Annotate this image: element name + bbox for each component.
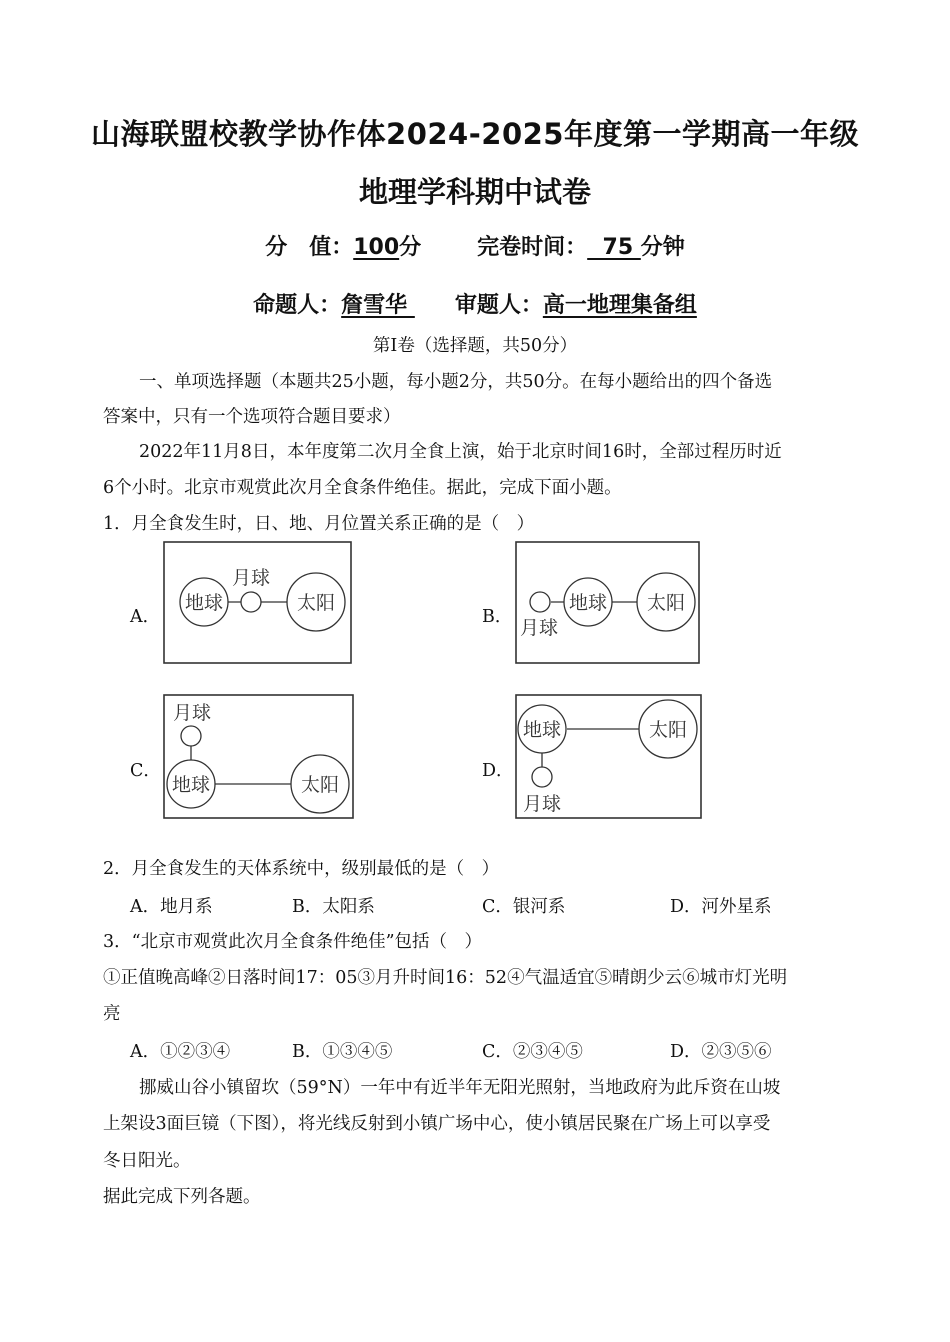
passage1-line1: 2022年11月8日，本年度第二次月全食上演，始于北京时间16时，全部过程历时近	[139, 442, 782, 462]
q1-option-d-label: D．	[482, 761, 514, 781]
q3-items-line2: 亮	[103, 1004, 121, 1024]
q1-option-a-figure	[163, 541, 353, 665]
moon-circle	[181, 726, 201, 746]
time-value: 75	[587, 235, 641, 260]
moon-circle	[530, 592, 550, 612]
q1-stem: 1．月全食发生时，日、地、月位置关系正确的是（ ）	[103, 514, 535, 534]
moon-circle	[241, 592, 261, 612]
moon-label: 月球	[522, 793, 562, 815]
sun-label: 太阳	[300, 774, 340, 796]
q1-option-c-label: C．	[130, 761, 161, 781]
q3-stem: 3．“北京市观赏此次月全食条件绝佳”包括（ ）	[103, 932, 483, 952]
moon-label: 月球	[231, 567, 271, 589]
passage2-line4: 据此完成下列各题。	[103, 1187, 261, 1207]
q3-option-b: B．①③④⑤	[292, 1042, 393, 1062]
instruction-line2: 答案中，只有一个选项符合题目要求）	[103, 407, 401, 427]
sun-label: 太阳	[648, 719, 688, 741]
q2-option-a: A．地月系	[130, 897, 213, 917]
q3-items-line1: ①正值晚高峰②日落时间17：05③月升时间16：52④气温适宜⑤晴朗少云⑥城市灯光明	[103, 968, 788, 988]
score-label: 分 值：	[265, 235, 354, 260]
exam-title-line2: 地理学科期中试卷	[358, 175, 591, 209]
passage2-line2: 上架设3面巨镜（下图），将光线反射到小镇广场中心，使小镇居民聚在广场上可以享受	[103, 1114, 771, 1134]
q1-option-d-figure	[515, 694, 703, 820]
author-value: 詹雪华	[341, 293, 415, 318]
q2-stem: 2．月全食发生的天体系统中，级别最低的是（ ）	[103, 859, 500, 879]
q2-option-c: C．银河系	[482, 897, 566, 917]
passage2-line3: 冬日阳光。	[103, 1151, 191, 1171]
q2-option-d: D．河外星系	[670, 897, 772, 917]
passage1-line2: 6个小时。北京市观赏此次月全食条件绝佳。据此，完成下面小题。	[103, 478, 622, 498]
score-value: 100	[353, 235, 400, 260]
reviewer-label: 审题人：	[454, 293, 543, 318]
time-label: 完卷时间：	[477, 235, 588, 260]
q3-option-d: D．②③⑤⑥	[670, 1042, 772, 1062]
q1-option-b-label: B．	[482, 607, 513, 627]
exam-title-line1: 山海联盟校教学协作体2024-2025年度第一学期高一年级	[91, 117, 859, 151]
volume-heading: 第Ⅰ卷（选择题，共50分）	[372, 336, 578, 356]
earth-label: 地球	[171, 774, 211, 796]
earth-label: 地球	[522, 719, 562, 741]
q3-option-a: A．①②③④	[130, 1042, 231, 1062]
reviewer-value: 高一地理集备组	[542, 293, 697, 318]
author-row	[0, 288, 950, 319]
q2-option-b: B．太阳系	[292, 897, 375, 917]
earth-label: 地球	[568, 592, 608, 614]
sun-label: 太阳	[296, 592, 336, 614]
score-time-row	[0, 230, 950, 261]
q3-option-c: C．②③④⑤	[482, 1042, 583, 1062]
time-unit: 分钟	[640, 235, 685, 260]
q1-option-b-figure	[515, 541, 701, 665]
moon-circle	[532, 767, 552, 787]
moon-label: 月球	[172, 702, 212, 724]
passage2-line1: 挪威山谷小镇留坎（59°N）一年中有近半年无阳光照射，当地政府为此斥资在山坡	[139, 1078, 781, 1098]
author-label: 命题人：	[253, 293, 342, 318]
instruction-line1: 一、单项选择题（本题共25小题，每小题2分，共50分。在每小题给出的四个备选	[139, 372, 773, 392]
q1-option-c-figure	[163, 694, 355, 820]
score-unit: 分	[399, 235, 422, 260]
q1-option-a-label: A．	[130, 607, 161, 627]
sun-label: 太阳	[646, 592, 686, 614]
moon-label: 月球	[519, 617, 559, 639]
earth-label: 地球	[184, 592, 224, 614]
